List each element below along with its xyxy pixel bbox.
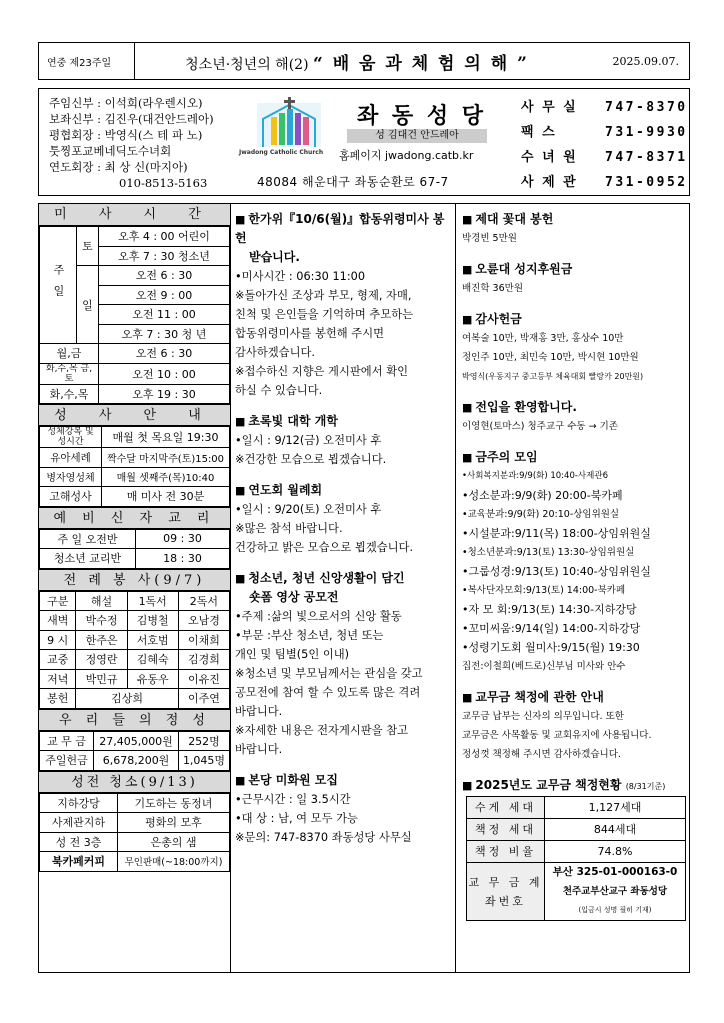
tithe-value: 74.8% [545, 841, 686, 863]
liturgical-week: 연중 제23주일 [39, 43, 135, 79]
offering-label: 봉헌 [40, 689, 76, 709]
collection-label: 교 무 금 [40, 731, 94, 751]
notice-line: •미사시간 : 06:30 11:00 [235, 270, 366, 283]
service-cell: 김혜숙 [127, 650, 178, 670]
service-header: 2독서 [178, 591, 229, 611]
sacrament-value: 매월 첫 목요일 19:30 [102, 427, 230, 448]
weekday-label: 화,수,목 금,토 [40, 363, 99, 384]
offering-name: 김상희 [76, 689, 178, 709]
sunday-day-label: 일 [77, 266, 99, 344]
staff-council: 평협회장 : 박영식(스 테 파 노) [49, 128, 203, 142]
notice-line: ※많은 참석 바랍니다. [235, 522, 343, 535]
collection-count: 1,045명 [179, 751, 230, 771]
meeting-item: 집전:이철희(베드로)신부님 미사와 안수 [462, 661, 626, 672]
mass-time: 오후 19 : 30 [99, 384, 230, 404]
church-logo-icon [249, 95, 329, 157]
meeting-item: •청소년분과:9/13(토) 13:30-상임위원실 [462, 547, 635, 558]
service-cell: 김병철 [127, 611, 178, 631]
service-header: 1독서 [127, 591, 178, 611]
service-cell: 서호범 [127, 630, 178, 650]
right-column [456, 203, 690, 973]
notice-title-yeondo-meeting: ■ 연도회 월례회 [235, 483, 323, 497]
notice-line: 건강하고 밝은 모습으로 뵙겠습니다. [235, 541, 414, 554]
contact-convent: 수 녀 원 747-8371 [521, 150, 688, 165]
notice-title-video-contest-cont: 숏폼 영상 공모전 [249, 590, 339, 604]
mass-time: 오전 10 : 00 [99, 363, 230, 384]
notice-line: 이영현(토마스) 청주교구 수동 → 기존 [462, 421, 618, 432]
sacrament-value: 매월 셋째주(목)10:40 [102, 467, 230, 487]
notice-line: •부문 :부산 청소년, 청년 또는 [235, 629, 384, 642]
notice-line: 바랍니다. [235, 705, 283, 718]
notice-line: 박경빈 5만원 [462, 233, 517, 244]
sacrament-label: 성체강복 및 성시간 [40, 427, 102, 448]
left-column [38, 203, 231, 973]
notice-line: ※청소년 및 부모님께서는 관심을 갖고 [235, 667, 423, 680]
service-cell: 유동우 [127, 669, 178, 689]
tithe-status-table [466, 796, 686, 921]
notice-title-memorial-mass-cont: 받습니다. [249, 250, 300, 264]
meeting-item: •꼬미씨움:9/14(일) 14:00-지하강당 [462, 622, 641, 635]
service-cell: 오남경 [178, 611, 229, 631]
notice-title-green-college: ■ 초록빛 대학 개학 [235, 414, 338, 428]
mass-times-heading: 미 사 시 간 [39, 204, 230, 226]
notice-line: 공모전에 참여 할 수 있도록 많은 격려 [235, 686, 421, 699]
weekday-label: 화,수,목 [40, 384, 99, 404]
liturgy-service-table [39, 591, 230, 709]
catechumen-label: 청소년 교리반 [40, 549, 136, 569]
notice-line: •근무시간 : 일 3.5시간 [235, 793, 351, 806]
contact-office: 사 무 실 747-8370 [521, 100, 688, 115]
service-cell: 새벽 [40, 611, 76, 631]
contact-list [521, 95, 688, 195]
cleaning-table [39, 793, 230, 872]
catechumen-label: 주 일 오전반 [40, 529, 136, 549]
notice-line: 교무금은 사목활동 및 교회유지에 사용됩니다. [462, 730, 652, 741]
notice-line: 감사하겠습니다. [235, 346, 315, 359]
staff-phone: 010-8513-5163 [119, 176, 208, 190]
cleaning-area: 지하강당 [40, 793, 118, 813]
notice-title-shrine-donation: ■ 오륜대 성지후원금 [462, 262, 573, 276]
theme-main: “ 배 움 과 체 험 의 해 ” [313, 53, 529, 74]
sacrament-label: 병자영성체 [40, 467, 102, 487]
service-cell: 박수정 [76, 611, 127, 631]
notice-line: •일시 : 9/12(금) 오전미사 후 [235, 434, 382, 447]
collection-heading: 우 리 들 의 정 성 [39, 709, 230, 731]
notice-title-cleaner-recruit: ■ 본당 미화원 모집 [235, 773, 338, 787]
notice-line: 박영식(우동지구 중고등부 체육대회 빨랑카 20만원) [462, 372, 644, 381]
staff-pastor: 주임신부 : 이석희(라우렌시오) [49, 96, 203, 110]
staff-list [49, 95, 214, 191]
notice-line: 여복술 10만, 박재홍 3만, 홍상수 10만 [462, 333, 624, 344]
notice-title-meetings: ■ 금주의 모임 [462, 450, 538, 464]
notice-line: ※접수하신 지향은 게시판에서 확인 [235, 365, 409, 378]
service-cell: 9 시 [40, 630, 76, 650]
sacrament-value: 짝수달 마지막주(토)15:00 [102, 448, 230, 468]
notice-line: 합동위령미사를 봉헌해 주시면 [235, 327, 385, 340]
collection-count: 252명 [179, 731, 230, 751]
church-patron: 성 김대건 안드레아 [347, 129, 487, 143]
service-cell: 박민규 [76, 669, 127, 689]
service-heading: 전 례 봉 사(9/7) [39, 569, 230, 591]
tithe-label: 책정 비율 [467, 841, 545, 863]
logo-caption: Jwadong Catholic Church [239, 149, 324, 156]
catechumen-heading: 예 비 신 자 교 리 [39, 507, 230, 529]
notice-line: 정인주 10만, 최민숙 10만, 박시현 10만원 [462, 352, 639, 363]
cleaning-group: 무인판매(~18:00까지) [118, 852, 230, 872]
sacrament-label: 유아세례 [40, 448, 102, 468]
meeting-item: •교육분과:9/9(화) 20:10-상임위원실 [462, 509, 620, 520]
contact-rectory: 사 제 관 731-0952 [521, 175, 688, 190]
notice-line: 하실 수 있습니다. [235, 384, 323, 397]
account-info [545, 863, 686, 921]
service-header: 구분 [40, 591, 76, 611]
notice-line: 친척 및 은인들을 기억하며 추모하는 [235, 308, 414, 321]
cleaning-group: 기도하는 동정녀 [118, 793, 230, 813]
notice-title-altar-flowers: ■ 제대 꽃대 봉헌 [462, 212, 554, 226]
sunday-label: 주일 [40, 227, 77, 344]
service-cell: 김경희 [178, 650, 229, 670]
mass-time: 오전 9 : 00 [99, 285, 230, 305]
mass-time: 오전 11 : 00 [99, 305, 230, 325]
notice-title-welcome: ■ 전입을 환영합니다. [462, 400, 577, 414]
tithe-label: 책정 세대 [467, 819, 545, 841]
notice-line: ※돌아가신 조상과 부모, 형제, 자매, [235, 289, 412, 302]
mass-time: 오전 6 : 30 [99, 344, 230, 364]
cleaning-heading: 성전 청소(9/13) [39, 771, 230, 793]
sacrament-label: 고해성사 [40, 487, 102, 507]
mass-time: 오후 7 : 30 청 년 [99, 324, 230, 344]
meeting-item: •성령기도회 월미사:9/15(월) 19:30 [462, 641, 640, 654]
sacrament-heading: 성 사 안 내 [39, 404, 230, 426]
notice-line: •일시 : 9/20(토) 오전미사 후 [235, 503, 382, 516]
meeting-item: •그룹성경:9/13(토) 10:40-상임위원실 [462, 565, 651, 578]
notice-title-tithe-status: ■ 2025년도 교무금 책정현황 (8/31기준) [462, 778, 666, 792]
notice-line: ※문의: 747-8370 좌동성당 사무실 [235, 831, 412, 844]
meeting-item: •복사단자모회:9/13(토) 14:00-북카페 [462, 585, 626, 596]
notice-line: ※건강한 모습으로 뵙겠습니다. [235, 453, 387, 466]
service-cell: 저녁 [40, 669, 76, 689]
mass-times-table [39, 226, 230, 404]
catechumen-time: 18 : 30 [136, 549, 230, 569]
service-cell: 정영란 [76, 650, 127, 670]
tithe-value: 1,127세대 [545, 797, 686, 819]
account-number: 부산 325-01-000163-0 [552, 866, 678, 878]
notice-line: 개인 및 팀별(5인 이내) [235, 648, 350, 661]
meeting-item: •성소분과:9/9(화) 20:00-북카페 [462, 489, 623, 502]
staff-sisters: 툿찡포교베네딕도수녀회 [49, 144, 172, 158]
theme-prefix: 청소년·청년의 해(2) [185, 56, 309, 73]
collection-amount: 27,405,000원 [94, 731, 179, 751]
church-homepage: 홈페이지 jwadong.catb.kr [339, 149, 474, 162]
notice-line: ※자세한 내용은 전자게시판을 참고 [235, 724, 409, 737]
contact-fax: 팩 스 731-9930 [521, 125, 688, 140]
notice-line: •주제 :삶의 빛으로서의 신앙 활동 [235, 610, 402, 623]
notice-line: 교무금 납부는 신자의 의무입니다. 또한 [462, 711, 624, 722]
cleaning-area: 북카페커피 [40, 852, 118, 872]
notice-line: 배진학 36만원 [462, 283, 523, 294]
tithe-label: 수게 세대 [467, 797, 545, 819]
saturday-label: 토 [77, 227, 99, 266]
tithe-value: 844세대 [545, 819, 686, 841]
offering-name: 이주연 [178, 689, 229, 709]
notice-line: 정성껏 책정해 주시면 감사하겠습니다. [462, 749, 621, 760]
notice-title-video-contest: ■ 청소년, 청년 신앙생활이 담긴 [235, 571, 405, 585]
weekday-label: 월,금 [40, 344, 99, 364]
church-address: 48084 해운대구 좌동순환로 67-7 [257, 175, 449, 189]
church-name: 좌 동 성 당 [357, 103, 486, 129]
cleaning-area: 성 전 3층 [40, 832, 118, 852]
sacrament-value: 매 미사 전 30분 [102, 487, 230, 507]
service-header: 해설 [76, 591, 127, 611]
catechumen-time: 09 : 30 [136, 529, 230, 549]
service-cell: 이채희 [178, 630, 229, 650]
notice-title-tithe-guide: ■ 교무금 책정에 관한 안내 [462, 690, 604, 704]
year-theme [135, 49, 579, 74]
mass-time: 오후 4 : 00 어린이 [99, 227, 230, 247]
notice-title-memorial-mass: ■ 한가위『10/6(월)』합동위령미사 봉헌 [235, 212, 445, 245]
staff-yeondo: 연도회장 : 최 상 신(마지아) [49, 160, 188, 174]
service-cell: 한주은 [76, 630, 127, 650]
account-label: 교 무 금 계좌번호 [467, 863, 545, 921]
notice-line: •대 상 : 남, 여 모두 가능 [235, 812, 358, 825]
middle-column [231, 203, 456, 973]
service-cell: 교중 [40, 650, 76, 670]
meeting-item: •자 모 회:9/13(토) 14:30-지하강당 [462, 603, 637, 616]
collection-amount: 6,678,200원 [94, 751, 179, 771]
sacrament-table [39, 426, 230, 507]
staff-assistant: 보좌신부 : 김진우(대건안드레아) [49, 112, 214, 126]
church-info-box [38, 88, 690, 196]
mass-time: 오후 7 : 30 청소년 [99, 246, 230, 266]
meeting-item: •시설분과:9/11(목) 18:00-상임위원실 [462, 527, 651, 540]
mass-time: 오전 6 : 30 [99, 266, 230, 286]
bulletin-header [38, 42, 690, 80]
notice-title-thanks-offering: ■ 감사헌금 [462, 312, 522, 326]
account-name: 천주교부산교구 좌동성당 [562, 886, 668, 897]
meeting-item: •사회복지분과:9/9(화) 10:40-사제관6 [462, 471, 608, 481]
bulletin-date: 2025.09.07. [612, 54, 679, 68]
collection-table [39, 731, 230, 771]
catechumen-table [39, 529, 230, 569]
collection-label: 주일헌금 [40, 751, 94, 771]
cleaning-group: 평화의 모후 [118, 813, 230, 833]
account-note: (입금시 성명 필히 기재) [578, 906, 652, 914]
cleaning-area: 사제관지하 [40, 813, 118, 833]
cleaning-group: 은총의 샘 [118, 832, 230, 852]
service-cell: 이유진 [178, 669, 229, 689]
notice-line: 바랍니다. [235, 743, 283, 756]
